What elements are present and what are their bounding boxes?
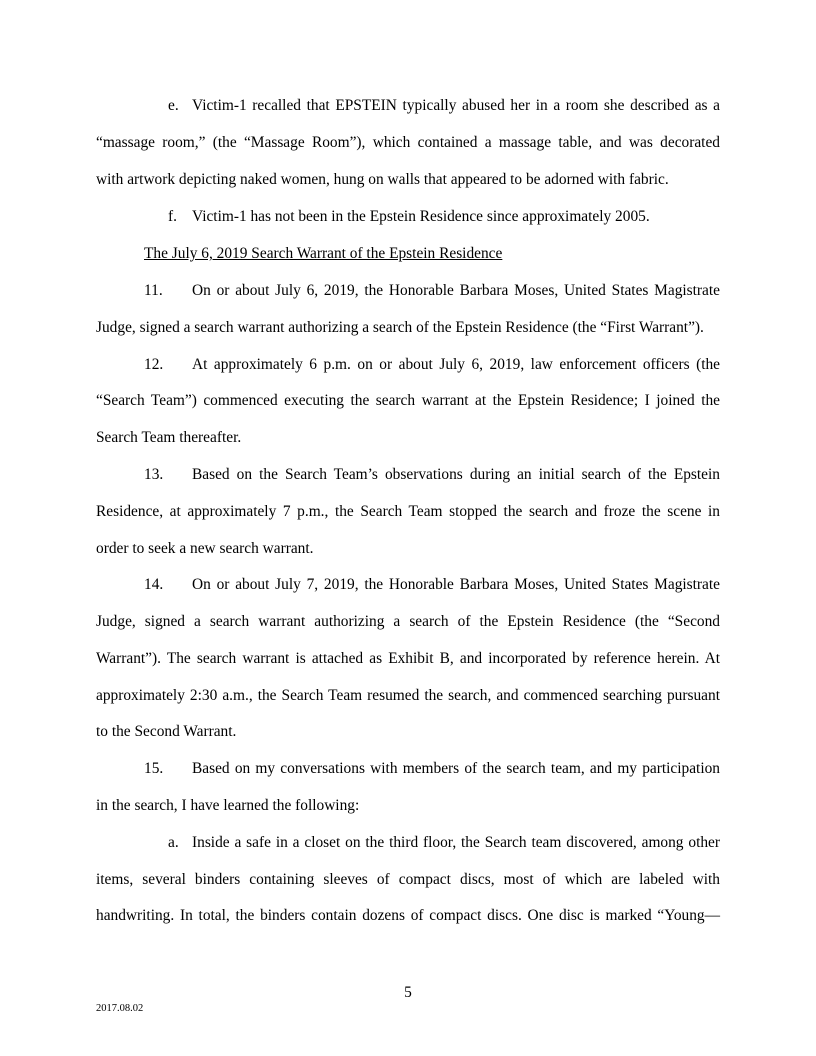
item-f-label: f. [168,208,177,225]
para-12-label: 12. [144,356,164,373]
para-15-label: 15. [144,760,164,777]
item-f-line-1: f. Victim-1 has not been in the Epstein Residence since approximately 2005. [168,208,650,225]
item-a-line-3: handwriting. In total, the binders contain dozens of compact discs. One disc is marked “Young— [96,907,720,924]
para-12-line-1: 12. At approximately 6 p.m. on or about July 6, 2019, law enforcement officers (the [144,356,720,373]
para-14-line-1: 14. On or about July 7, 2019, the Honorable Barbara Moses, United States Magistrate [144,576,720,593]
page-number: 5 [404,984,412,1001]
item-a-line-1: a. Inside a safe in a closet on the third floor, the Search team discovered, among other [168,834,720,851]
para-14-line-3: Warrant”). The search warrant is attached as Exhibit B, and incorporated by reference herein. At [96,650,720,667]
para-13-label: 13. [144,466,164,483]
item-a-label: a. [168,834,179,851]
para-13-line-1: 13. Based on the Search Team’s observations during an initial search of the Epstein [144,466,720,483]
para-14-line-5: to the Second Warrant. [96,723,237,740]
para-15-line-1: 15. Based on my conversations with members of the search team, and my participation [144,760,720,777]
para-14-line-4: approximately 2:30 a.m., the Search Team resumed the search, and commenced searching pursuant [96,687,720,704]
para-14-label: 14. [144,576,164,593]
section-heading: The July 6, 2019 Search Warrant of the Epstein Residence [144,245,503,262]
para-11-label: 11. [144,282,163,299]
para-13-line-3: order to seek a new search warrant. [96,540,314,557]
para-12-line-3: Search Team thereafter. [96,429,242,446]
para-11-line-2: Judge, signed a search warrant authorizing a search of the Epstein Residence (the “First Warrant”). [96,319,704,336]
item-e-line-2: “massage room,” (the “Massage Room”), which contained a massage table, and was decorated [96,134,720,151]
para-14-line-2: Judge, signed a search warrant authorizing a search of the Epstein Residence (the “Second [96,613,720,630]
item-e-label: e. [168,97,179,114]
para-12-line-2: “Search Team”) commenced executing the search warrant at the Epstein Residence; I joined the [96,392,720,409]
para-15-line-2: in the search, I have learned the following: [96,797,360,814]
item-e-line-1: e. Victim-1 recalled that EPSTEIN typically abused her in a room she described as a [168,97,720,114]
para-13-line-2: Residence, at approximately 7 p.m., the Search Team stopped the search and froze the scene in [96,503,720,520]
item-e-line-3: with artwork depicting naked women, hung on walls that appeared to be adorned with fabric. [96,171,669,188]
item-a-line-2: items, several binders containing sleeves of compact discs, most of which are labeled with [96,871,720,888]
footer-code: 2017.08.02 [96,1003,144,1014]
para-11-line-1: 11. On or about July 6, 2019, the Honorable Barbara Moses, United States Magistrate [144,282,720,299]
